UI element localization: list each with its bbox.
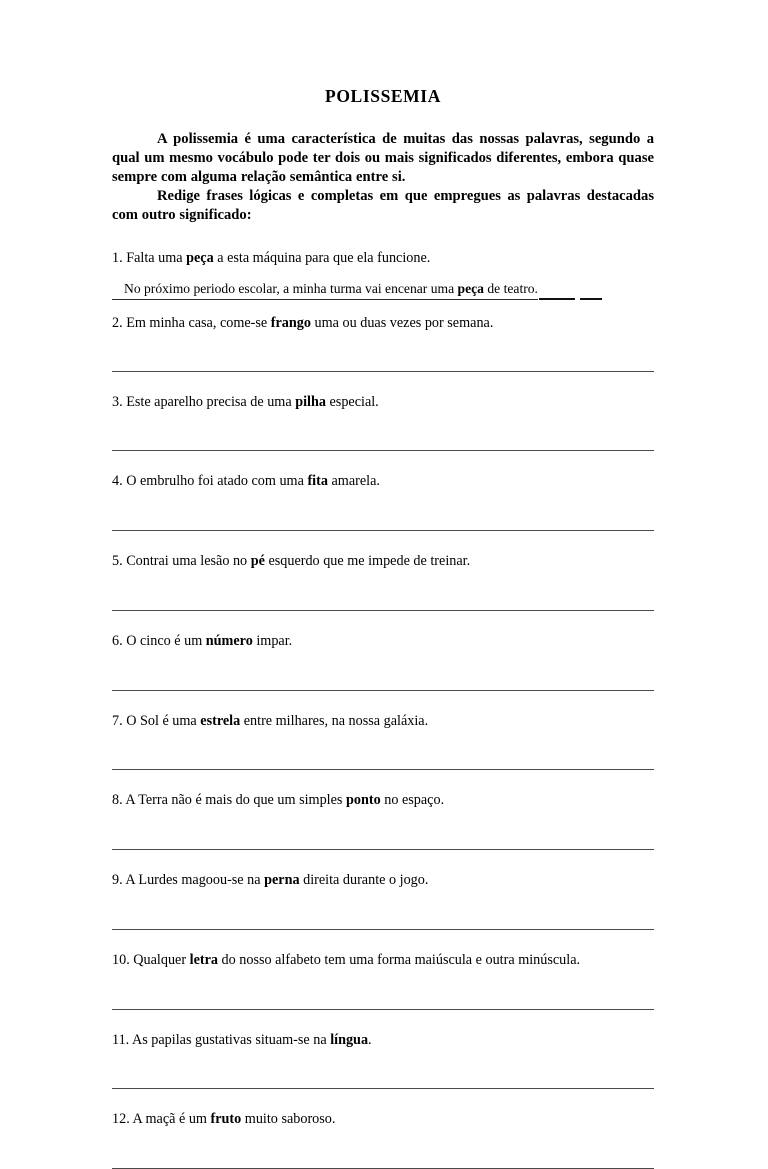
exercise-number: 5. [112,553,123,570]
highlighted-keyword: fruto [210,1111,242,1128]
intro-paragraph-definition: A polissemia é uma característica de muitas das nossas palavras, segundo a qual um mesmo vocábulo pode ter dois ou mais significados diferentes, embora quase sempre com alguma relação semântica entre si. [112,131,654,185]
answer-keyword: peça [457,280,484,296]
answer-line-blank[interactable] [112,371,654,372]
exercise-number: 2. [112,314,123,331]
answer-line-blank[interactable] [112,929,654,930]
answer-line-blank[interactable] [112,610,654,611]
answer-line-blank[interactable] [112,450,654,451]
answer-line-blank[interactable] [112,1088,654,1089]
exercise-number: 7. [112,712,123,729]
sentence-text-before: A maçã é um [129,1111,211,1128]
answer-text [112,281,538,300]
answer-line-blank[interactable] [112,530,654,531]
highlighted-keyword: pé [250,553,265,570]
sentence-text-before: A Terra não é mais do que um simples [122,792,346,809]
exercise-sentence [112,473,654,491]
sentence-text-before: O cinco é um [122,632,206,649]
exercise-list [112,250,654,1169]
sentence-text-after: . [368,1031,372,1048]
exercise-sentence [112,792,654,810]
sentence-text-after: uma ou duas vezes por semana. [310,314,494,331]
exercise-item [112,952,654,1010]
answer-underline-segment [580,286,602,300]
sentence-text-after: no espaço. [380,792,445,809]
answer-line-blank[interactable] [112,1009,654,1010]
highlighted-keyword: perna [264,872,300,889]
exercise-sentence [112,952,654,970]
exercise-sentence [112,1032,654,1050]
sentence-text-before: O Sol é uma [122,712,201,729]
answer-line-filled[interactable] [112,281,654,303]
exercise-number: 12. [112,1111,130,1128]
sentence-text-before: Este aparelho precisa de uma [122,393,296,410]
exercise-item [112,315,654,372]
exercise-number: 6. [112,632,123,649]
exercise-number: 9. [112,872,123,889]
exercise-item [112,872,654,930]
exercise-number: 10. [112,951,130,968]
sentence-text-after: entre milhares, na nossa galáxia. [240,712,429,729]
sentence-text-before: As papilas gustativas situam-se na [129,1031,331,1048]
answer-text-after: de teatro. [483,280,538,296]
exercise-item [112,713,654,771]
sentence-text-before: O embrulho foi atado com uma [122,473,308,490]
sentence-text-after: especial. [325,393,379,410]
exercise-sentence [112,633,654,651]
answer-line-blank[interactable] [112,849,654,850]
answer-text-before: No próximo periodo escolar, a minha turma vai encenar uma [124,280,458,296]
highlighted-keyword: número [205,632,253,649]
sentence-text-after: a esta máquina para que ela funcione. [213,249,431,266]
page-title: POLISSEMIA [325,86,441,106]
sentence-text-before: A Lurdes magoou-se na [122,872,265,889]
exercise-item [112,473,654,531]
answer-line-blank[interactable] [112,690,654,691]
exercise-sentence [112,553,654,571]
highlighted-keyword: estrela [200,712,241,729]
highlighted-keyword: peça [186,249,214,266]
highlighted-keyword: língua [330,1031,369,1048]
document-content [112,0,654,1169]
exercise-item [112,792,654,850]
exercise-item [112,1111,654,1169]
exercise-item [112,553,654,611]
exercise-sentence [112,713,654,731]
exercise-number: 4. [112,473,123,490]
sentence-text-after: do nosso alfabeto tem uma forma maiúscula e outra minúscula. [217,951,581,968]
sentence-text-before: Falta uma [122,249,187,266]
exercise-sentence [112,394,654,412]
answer-underline-segment [539,286,575,300]
exercise-item [112,394,654,452]
sentence-text-before: Em minha casa, come-se [122,314,271,331]
sentence-text-after: esquerdo que me impede de treinar. [264,553,471,570]
exercise-sentence [112,1111,654,1129]
answer-line-blank[interactable] [112,769,654,770]
exercise-number: 11. [112,1031,130,1048]
highlighted-keyword: fita [307,473,328,490]
sentence-text-after: direita durante o jogo. [299,872,429,889]
highlighted-keyword: frango [270,314,311,331]
sentence-text-before: Contrai uma lesão no [122,553,251,570]
exercise-number: 1. [112,249,123,266]
highlighted-keyword: pilha [295,393,326,410]
sentence-text-after: muito saboroso. [241,1111,336,1128]
exercise-number: 8. [112,792,123,809]
exercise-item [112,250,654,303]
sentence-text-after: impar. [252,632,293,649]
sentence-text-before: Qualquer [129,951,190,968]
exercise-sentence [112,250,654,268]
exercise-item [112,633,654,691]
intro-paragraph-instruction: Redige frases lógicas e completas em que empregues as palavras destacadas com outro significado: [112,187,654,223]
exercise-sentence [112,872,654,890]
exercise-number: 3. [112,393,123,410]
exercise-sentence [112,315,654,333]
sentence-text-after: amarela. [327,473,380,490]
highlighted-keyword: letra [189,951,218,968]
highlighted-keyword: ponto [345,792,381,809]
exercise-item [112,1032,654,1090]
